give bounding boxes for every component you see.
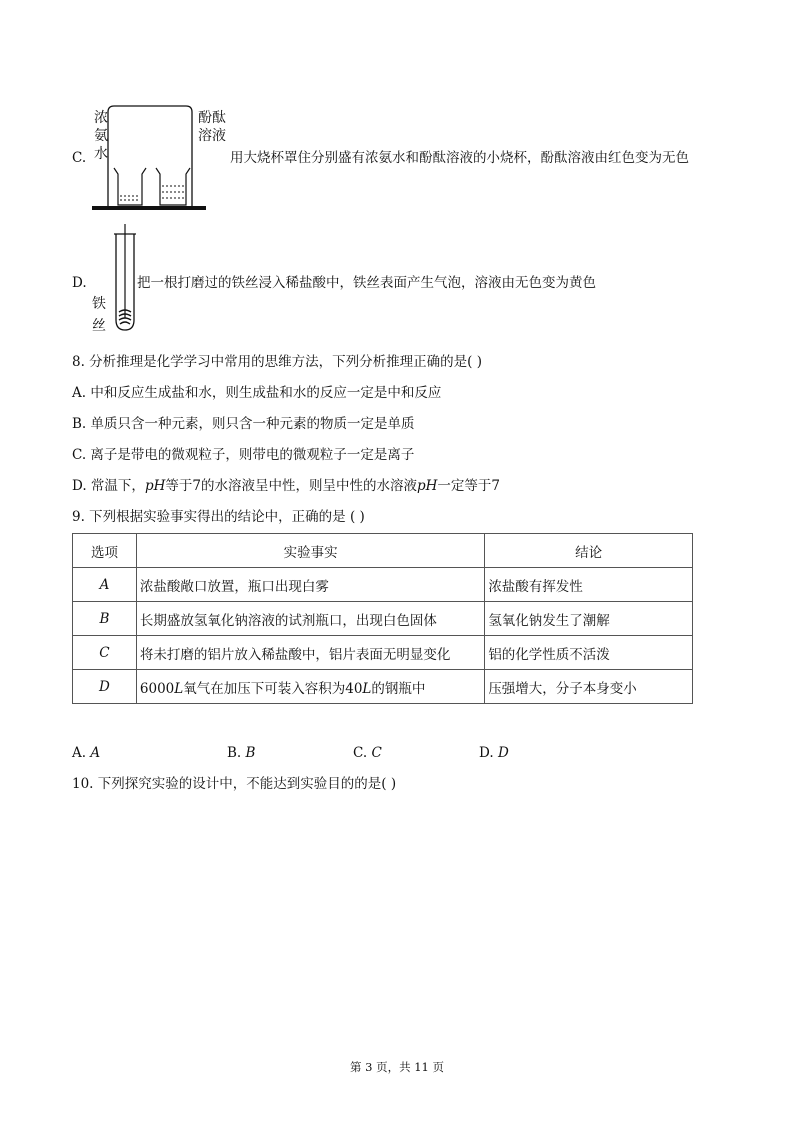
q8-option-d-part3: 一定等于7 <box>437 478 500 494</box>
row-option: C <box>73 636 137 670</box>
row-option: B <box>73 602 137 636</box>
row-conclusion: 浓盐酸有挥发性 <box>485 568 693 602</box>
q8-option-d-part1: D. 常温下， <box>72 478 145 494</box>
page-footer: 第 3 页，共 11 页 <box>349 1060 445 1074</box>
row-conclusion: 压强增大，分子本身变小 <box>485 670 693 704</box>
figure-label-phenol-1: 酚酞 <box>198 110 226 126</box>
table-row <box>73 602 693 636</box>
q9-stem: 9. 下列根据实验事实得出的结论中，正确的是 ( ) <box>72 509 365 525</box>
table-header-row <box>73 534 693 568</box>
option-c-text: 用大烧杯罩住分别盛有浓氨水和酚酞溶液的小烧杯，酚酞溶液由红色变为无色 <box>230 150 689 166</box>
q8-option-d-part2: 等于7的水溶液呈中性，则呈中性的水溶液 <box>165 478 417 494</box>
q8-option-c: C. 离子是带电的微观粒子，则带电的微观粒子一定是离子 <box>72 447 415 463</box>
beaker-ammonia-figure <box>90 104 226 212</box>
table-row <box>73 670 693 704</box>
q9-answer-c: C. C <box>353 745 382 761</box>
q9-answer-b: B. B <box>227 745 256 761</box>
figure-label-phenol-2: 溶液 <box>198 128 226 144</box>
header-conclusion: 结论 <box>485 534 693 568</box>
table-row <box>73 568 693 602</box>
q8-option-d <box>72 480 500 494</box>
q10-stem: 10. 下列探究实验的设计中，不能达到实验目的的是( ) <box>72 776 397 792</box>
option-d-text: 把一根打磨过的铁丝浸入稀盐酸中，铁丝表面产生气泡，溶液由无色变为黄色 <box>137 275 596 291</box>
option-d-letter: D. <box>72 275 87 291</box>
q8-option-a: A. 中和反应生成盐和水，则生成盐和水的反应一定是中和反应 <box>72 385 442 401</box>
figure-label-ammonia-1: 浓 <box>94 110 108 126</box>
row-option: D <box>73 670 137 704</box>
row-fact: 6000L氧气在加压下可装入容积为40L的钢瓶中 <box>136 670 484 704</box>
q9-answer-a: A. A <box>72 745 101 761</box>
row-conclusion: 氢氧化钠发生了潮解 <box>485 602 693 636</box>
q8-stem: 8. 分析推理是化学学习中常用的思维方法，下列分析推理正确的是( ) <box>72 354 482 370</box>
q9-answer-d: D. D <box>479 745 509 761</box>
test-tube-iron-figure <box>90 222 138 334</box>
q8-option-d-math2: pH <box>416 478 438 494</box>
figure-label-iron-2: 丝 <box>92 318 106 334</box>
row-option: A <box>73 568 137 602</box>
option-c-letter: C. <box>72 150 87 166</box>
row-conclusion: 铝的化学性质不活泼 <box>485 636 693 670</box>
header-option: 选项 <box>73 534 137 568</box>
row-fact: 长期盛放氢氧化钠溶液的试剂瓶口，出现白色固体 <box>136 602 484 636</box>
figure-label-iron-1: 铁 <box>92 296 106 312</box>
row-fact: 浓盐酸敞口放置，瓶口出现白雾 <box>136 568 484 602</box>
q8-option-b: B. 单质只含一种元素，则只含一种元素的物质一定是单质 <box>72 416 415 432</box>
row-fact: 将未打磨的铝片放入稀盐酸中，铝片表面无明显变化 <box>136 636 484 670</box>
experiment-table <box>72 533 693 704</box>
figure-label-ammonia-2: 氨 <box>94 128 108 144</box>
q8-option-d-math1: pH <box>144 478 166 494</box>
header-fact: 实验事实 <box>136 534 484 568</box>
table-row <box>73 636 693 670</box>
figure-label-ammonia-3: 水 <box>94 146 108 162</box>
